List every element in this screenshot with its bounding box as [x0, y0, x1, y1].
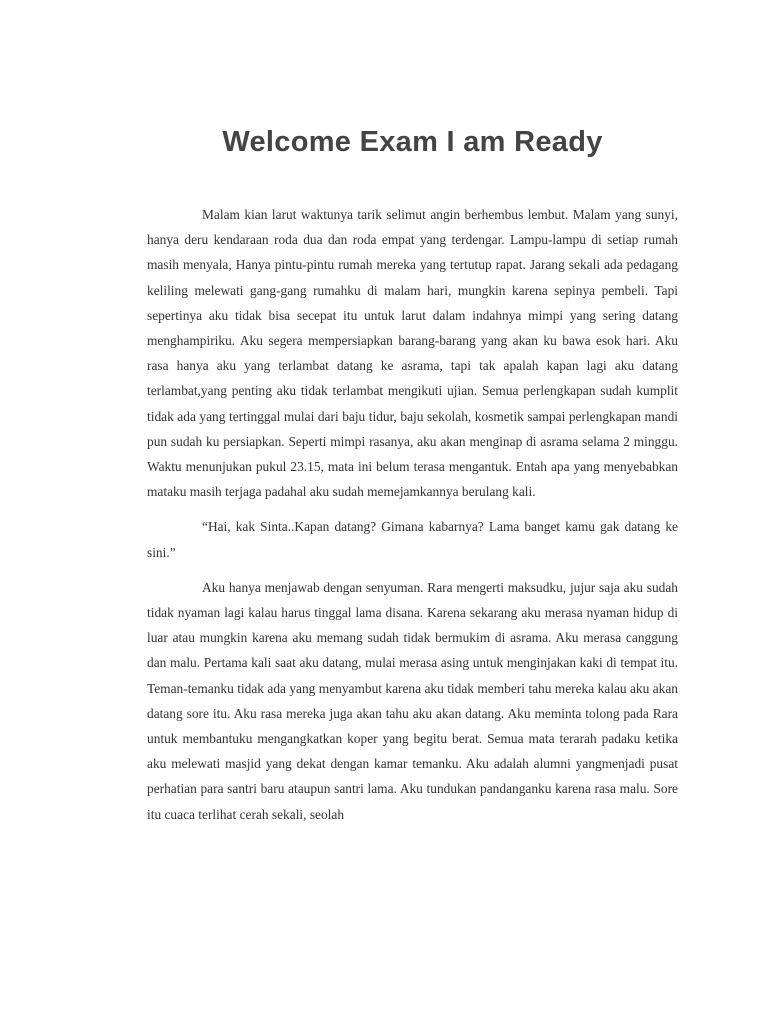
paragraph-3: Aku hanya menjawab dengan senyuman. Rara mengerti maksudku, jujur saja aku sudah tidak nyaman lagi kalau harus tinggal lama disana. Karena sekarang aku merasa nyaman hidup di luar atau mungkin karena aku memang sudah tidak bermukim di asrama. Aku merasa canggung dan malu. Pertama kali saat aku datang, mulai merasa asing untuk menginjakan kaki di tempat itu. Teman-temanku tidak ada yang menyambut karena aku tidak memberi tahu mereka kalau aku akan datang sore itu. Aku rasa mereka juga akan tahu aku akan datang. Aku meminta tolong pada Rara untuk membantuku mengangkatkan koper yang begitu berat. Semua mata terarah padaku ketika aku melewati masjid yang dekat dengan kamar temanku. Aku adalah alumni yangmenjadi pusat perhatian para santri baru ataupun santri lama. Aku tundukan pandanganku karena rasa malu. Sore itu cuaca terlihat cerah sekali, seolah: [147, 579, 678, 822]
paragraph-1: Malam kian larut waktunya tarik selimut angin berhembus lembut. Malam yang sunyi, hanya deru kendaraan roda dua dan roda empat yang terdengar. Lampu-lampu di setiap rumah masih menyala, Hanya pintu-pintu rumah mereka yang tertutup rapat. Jarang sekali ada pedagang keliling melewati gang-gang rumahku di malam hari, mungkin karena sepinya pembeli. Tapi sepertinya aku tidak bisa secepat itu untuk larut dalam indahnya mimpi yang sering datang menghampiriku. Aku segera mempersiapkan barang-barang yang akan ku bawa esok hari. Aku rasa hanya aku yang terlambat datang ke asrama, tapi tak apalah kapan lagi aku datang terlambat,yang penting aku tidak terlambat mengikuti ujian. Semua perlengkapan sudah kumplit tidak ada yang tertinggal mulai dari baju tidur, baju sekolah, kosmetik sampai perlengkapan mandi pun sudah ku persiapkan. Seperti mimpi rasanya, aku akan menginap di asrama selama 2 minggu. Waktu menunjukan pukul 23.15, mata ini belum terasa mengantuk. Entah apa yang menyebabkan mataku masih terjaga padahal aku sudah memejamkannya berulang kali.: [147, 207, 678, 500]
paragraph-2: “Hai, kak Sinta..Kapan datang? Gimana kabarnya? Lama banget kamu gak datang ke sini.”: [147, 519, 678, 560]
page-title: Welcome Exam I am Ready: [222, 126, 603, 158]
